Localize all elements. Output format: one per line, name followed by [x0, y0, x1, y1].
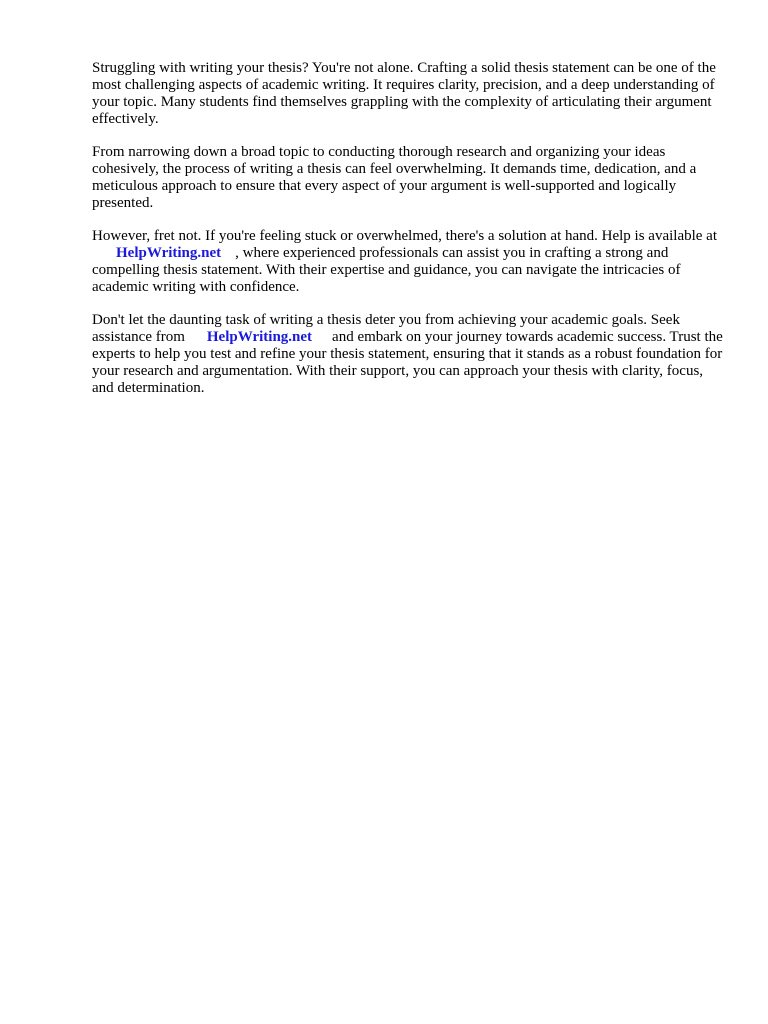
- paragraph-cta-text-after: and embark on your journey towards academic success. Trust the experts to help you test and refine your thesis statement, ensuring that it stands as a robust foundation for your research and argumentation. With their support, you can approach your thesis with clarity, focus, and determination.: [92, 329, 723, 396]
- paragraph-call-to-action: [92, 312, 728, 397]
- helpwriting-link-1[interactable]: HelpWriting.net: [116, 245, 222, 261]
- paragraph-cta-text-before: Don't let the daunting task of writing a thesis deter you from achieving your academic goals. Seek assistance from: [92, 312, 680, 345]
- document-page: [92, 60, 728, 413]
- paragraph-intro: Struggling with writing your thesis? You're not alone. Crafting a solid thesis statement can be one of the most challenging aspects of academic writing. It requires clarity, precision, and a deep understanding of your topic. Many students find themselves grappling with the complexity of articulating their argument effectively.: [92, 60, 716, 127]
- paragraph-solution-text-after: , where experienced professionals can assist you in crafting a strong and compelling thesis statement. With their expertise and guidance, you can navigate the intricacies of academic writing with confidence.: [92, 245, 681, 295]
- paragraph-solution-text-before: However, fret not. If you're feeling stuck or overwhelmed, there's a solution at hand. Help is available at: [92, 228, 718, 244]
- helpwriting-link-2[interactable]: HelpWriting.net: [206, 329, 313, 345]
- paragraph-process: From narrowing down a broad topic to conducting thorough research and organizing your ideas cohesively, the process of writing a thesis can feel overwhelming. It demands time, dedication, and a meticulous approach to ensure that every aspect of your argument is well-supported and logically presented.: [92, 144, 697, 211]
- paragraph-solution: [92, 228, 728, 296]
